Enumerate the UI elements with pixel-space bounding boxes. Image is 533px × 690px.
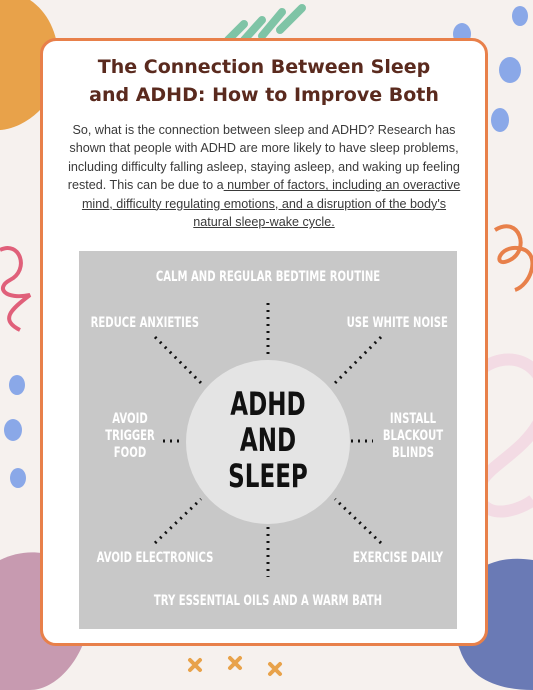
label-right: INSTALL BLACKOUT BLINDS	[382, 411, 444, 461]
connector-bottom-left	[155, 499, 201, 543]
connector-top-right	[335, 337, 381, 383]
intro-paragraph	[63, 121, 465, 231]
blue-dot	[491, 108, 509, 132]
label-left: AVOID TRIGGER FOOD	[105, 411, 155, 461]
blue-dot	[512, 6, 528, 26]
label-top-right: USE WHITE NOISE	[346, 315, 448, 331]
blue-dot	[10, 468, 26, 488]
title-line-1: The Connection Between Sleep	[97, 56, 431, 78]
blue-dot	[4, 419, 22, 441]
center-circle	[186, 360, 350, 524]
blue-dot	[499, 57, 521, 83]
paragraph-underlined: number of factors, including an overactive mind, difficulty regulating emotions, and a disruption of the body's natural sleep-wake cycle.	[81, 178, 461, 230]
green-squiggle	[228, 8, 302, 40]
orange-squiggle	[495, 226, 532, 290]
label-top: CALM AND REGULAR BEDTIME ROUTINE	[155, 269, 381, 285]
label-top-left: REDUCE ANXIETIES	[90, 315, 200, 331]
label-bottom-right: EXERCISE DAILY	[352, 550, 444, 566]
paragraph-plain: So, what is the connection between sleep and ADHD? Research has shown that people with ADHD are more likely to have sleep problems, including difficulty falling asleep, staying asleep, and waking up feeling rested. This can be due to a	[67, 123, 460, 193]
adhd-sleep-diagram	[79, 251, 457, 629]
connector-top-left	[155, 337, 201, 383]
page-title	[43, 53, 485, 109]
connector-bottom-right	[335, 499, 381, 543]
orange-crosses	[190, 658, 280, 674]
title-line-2: and ADHD: How to Improve Both	[89, 84, 439, 106]
content-card	[40, 38, 488, 646]
label-bottom-left: AVOID ELECTRONICS	[96, 550, 214, 566]
pink-squiggle	[0, 248, 30, 330]
blue-dot	[9, 375, 25, 395]
center-label: ADHD AND SLEEP	[228, 385, 308, 495]
label-bottom: TRY ESSENTIAL OILS AND A WARM BATH	[153, 593, 383, 609]
